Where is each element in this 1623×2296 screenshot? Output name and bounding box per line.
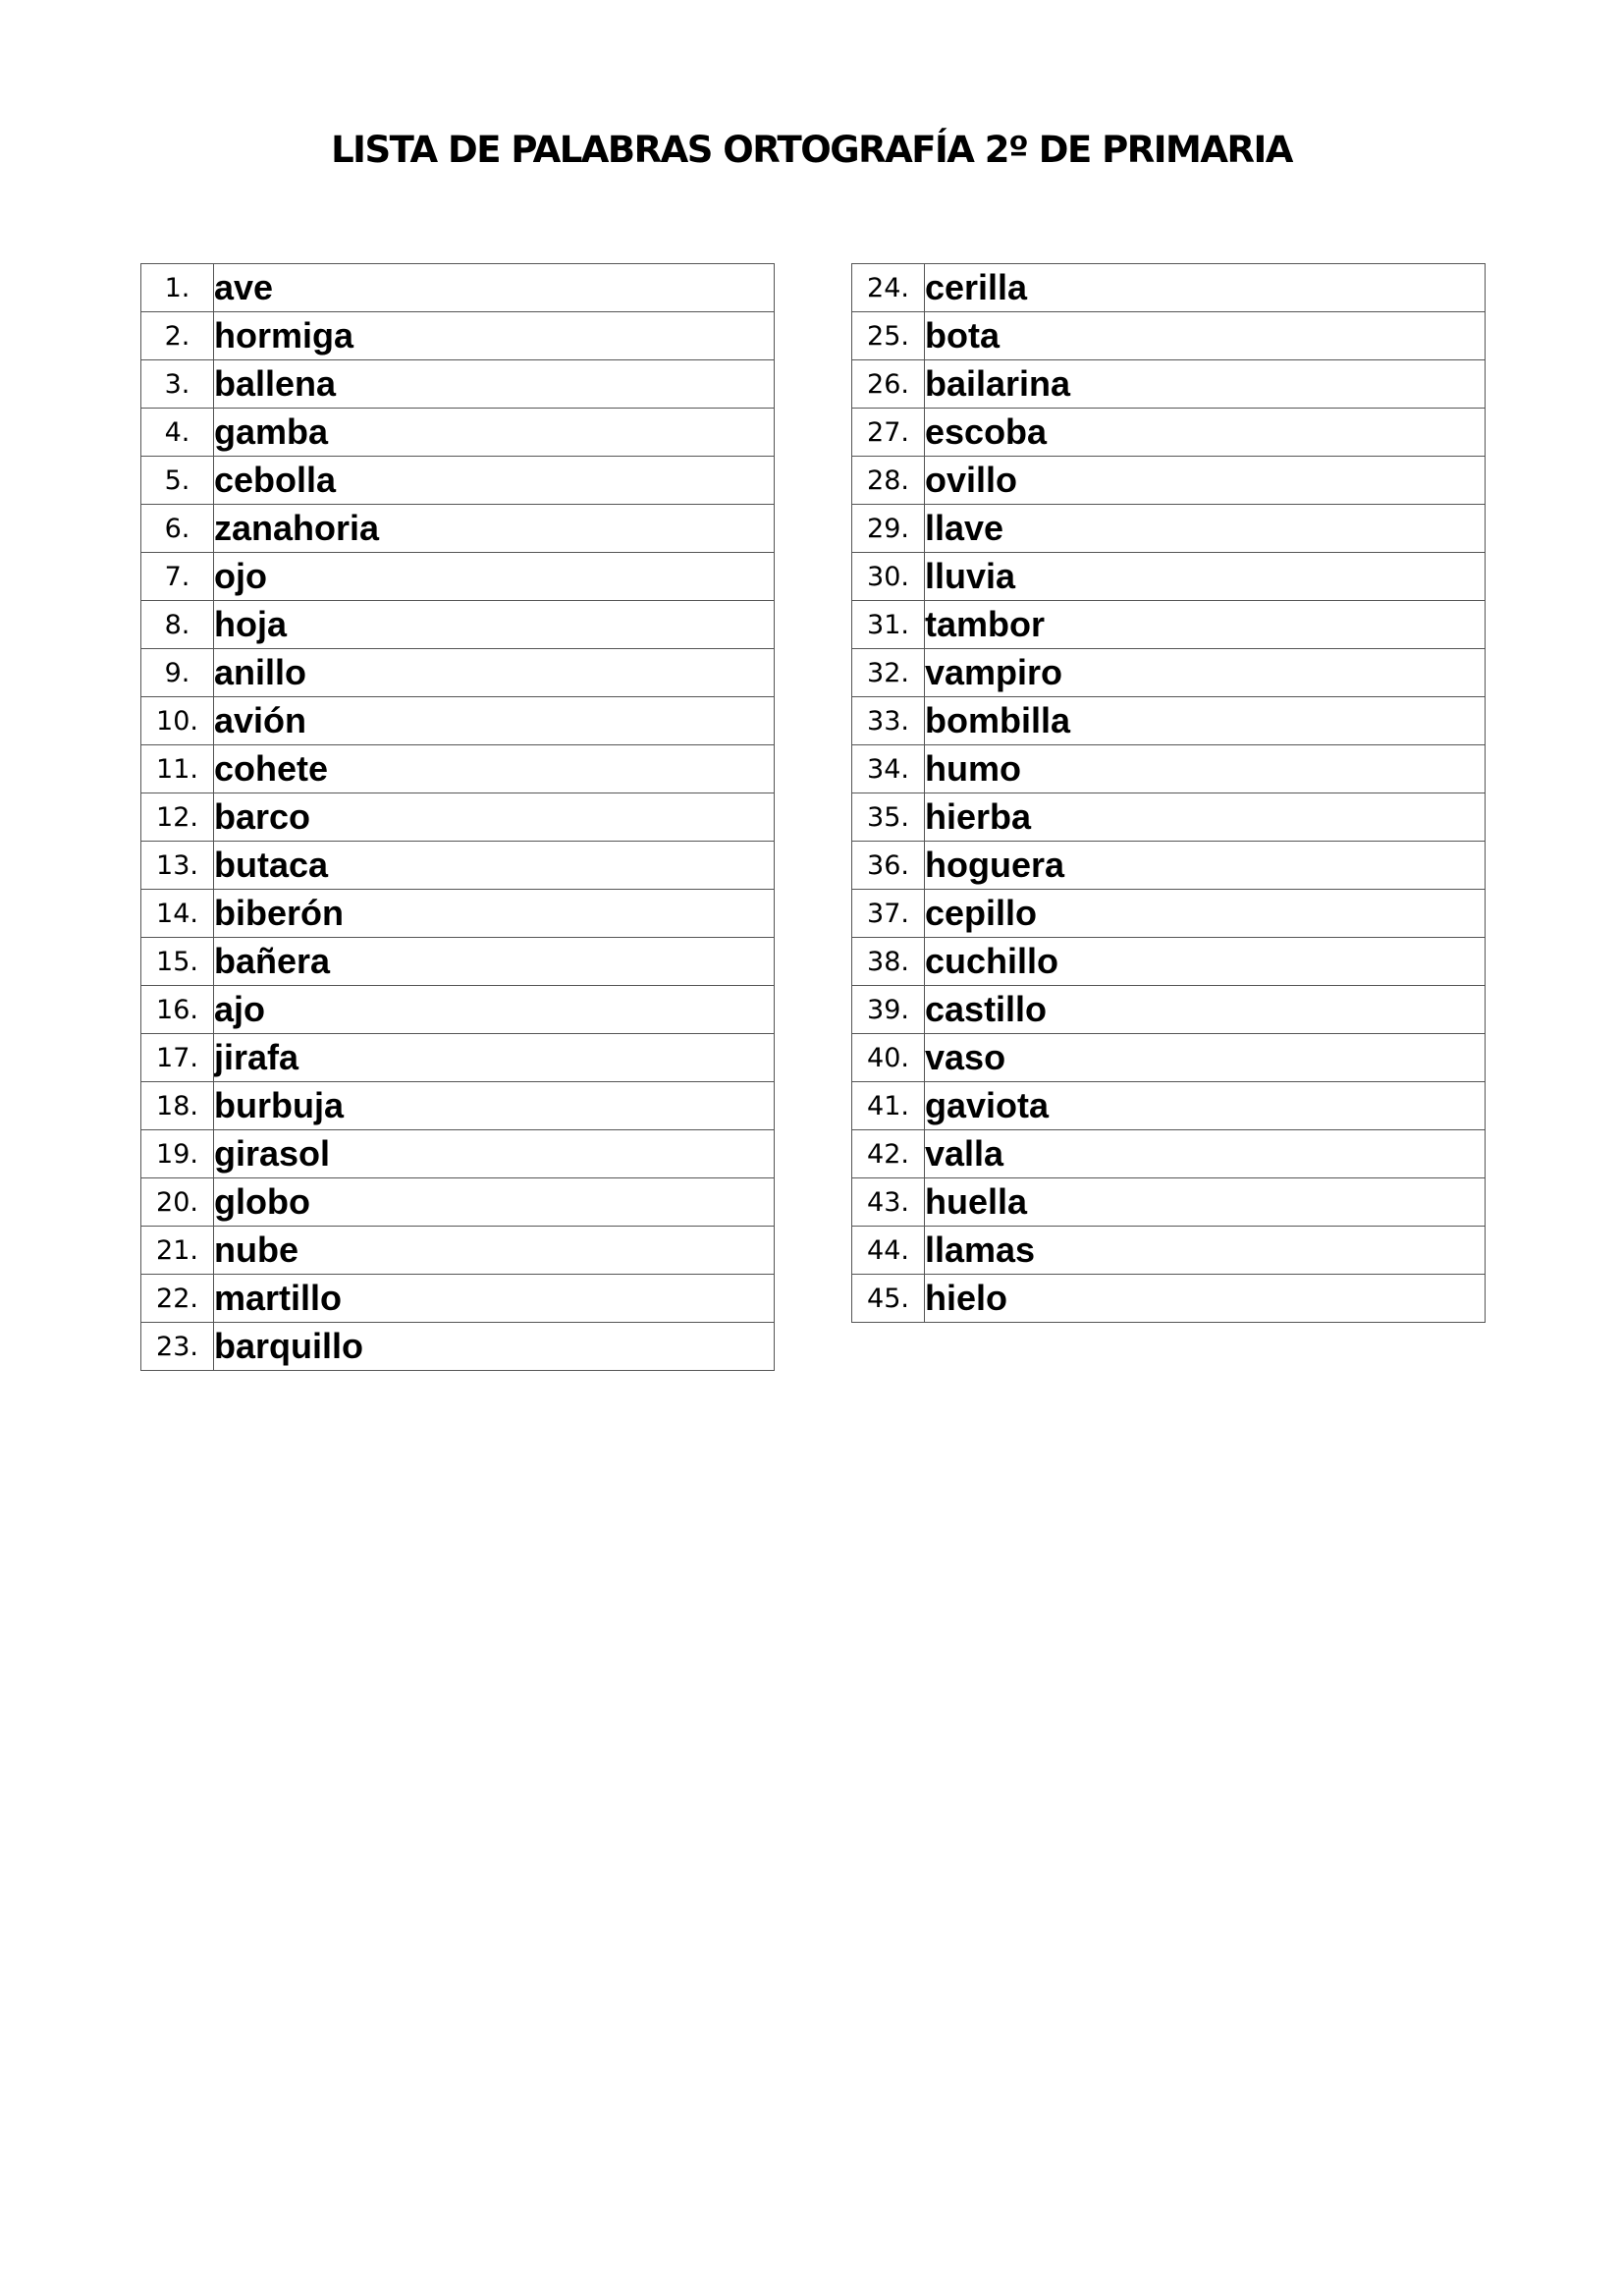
row-word: ballena bbox=[214, 360, 775, 409]
row-word: bailarina bbox=[925, 360, 1486, 409]
table-row bbox=[141, 1275, 775, 1323]
row-word: gamba bbox=[214, 409, 775, 457]
row-word: burbuja bbox=[214, 1082, 775, 1130]
row-number: 16. bbox=[141, 986, 214, 1034]
row-number: 3. bbox=[141, 360, 214, 409]
row-word: jirafa bbox=[214, 1034, 775, 1082]
row-word: martillo bbox=[214, 1275, 775, 1323]
row-number: 31. bbox=[852, 601, 925, 649]
row-number: 24. bbox=[852, 264, 925, 312]
row-word: hoja bbox=[214, 601, 775, 649]
table-row bbox=[141, 457, 775, 505]
row-word: castillo bbox=[925, 986, 1486, 1034]
page-title: LISTA DE PALABRAS ORTOGRAFÍA 2º DE PRIMARIA bbox=[331, 129, 1292, 171]
table-row bbox=[852, 409, 1486, 457]
row-number: 19. bbox=[141, 1130, 214, 1178]
row-number: 35. bbox=[852, 793, 925, 842]
row-number: 39. bbox=[852, 986, 925, 1034]
table-row bbox=[141, 505, 775, 553]
row-number: 8. bbox=[141, 601, 214, 649]
row-number: 9. bbox=[141, 649, 214, 697]
row-number: 32. bbox=[852, 649, 925, 697]
row-number: 29. bbox=[852, 505, 925, 553]
word-table-right-body bbox=[852, 264, 1486, 1323]
word-table-left-body bbox=[141, 264, 775, 1371]
table-row bbox=[141, 1178, 775, 1227]
row-number: 42. bbox=[852, 1130, 925, 1178]
table-row bbox=[852, 1275, 1486, 1323]
row-word: globo bbox=[214, 1178, 775, 1227]
table-row bbox=[852, 842, 1486, 890]
row-word: vaso bbox=[925, 1034, 1486, 1082]
row-word: biberón bbox=[214, 890, 775, 938]
table-row bbox=[852, 601, 1486, 649]
table-row bbox=[852, 649, 1486, 697]
table-row bbox=[141, 938, 775, 986]
row-word: ajo bbox=[214, 986, 775, 1034]
row-number: 15. bbox=[141, 938, 214, 986]
row-number: 33. bbox=[852, 697, 925, 745]
table-row bbox=[852, 938, 1486, 986]
table-row bbox=[852, 986, 1486, 1034]
row-number: 26. bbox=[852, 360, 925, 409]
row-number: 27. bbox=[852, 409, 925, 457]
row-number: 43. bbox=[852, 1178, 925, 1227]
row-word: cebolla bbox=[214, 457, 775, 505]
row-number: 14. bbox=[141, 890, 214, 938]
row-word: huella bbox=[925, 1178, 1486, 1227]
row-word: gaviota bbox=[925, 1082, 1486, 1130]
row-word: avión bbox=[214, 697, 775, 745]
table-row bbox=[141, 553, 775, 601]
table-row bbox=[141, 360, 775, 409]
row-word: cohete bbox=[214, 745, 775, 793]
table-row bbox=[141, 890, 775, 938]
row-number: 11. bbox=[141, 745, 214, 793]
row-word: ave bbox=[214, 264, 775, 312]
row-word: nube bbox=[214, 1227, 775, 1275]
row-number: 38. bbox=[852, 938, 925, 986]
table-row bbox=[852, 697, 1486, 745]
table-row bbox=[852, 264, 1486, 312]
table-row bbox=[852, 1227, 1486, 1275]
table-row bbox=[141, 697, 775, 745]
row-word: zanahoria bbox=[214, 505, 775, 553]
table-row bbox=[141, 409, 775, 457]
table-row bbox=[141, 1130, 775, 1178]
table-row bbox=[141, 649, 775, 697]
row-word: lluvia bbox=[925, 553, 1486, 601]
table-row bbox=[852, 1034, 1486, 1082]
row-number: 22. bbox=[141, 1275, 214, 1323]
row-word: cepillo bbox=[925, 890, 1486, 938]
row-word: hormiga bbox=[214, 312, 775, 360]
row-number: 6. bbox=[141, 505, 214, 553]
row-word: barquillo bbox=[214, 1323, 775, 1371]
row-number: 34. bbox=[852, 745, 925, 793]
row-word: valla bbox=[925, 1130, 1486, 1178]
table-row bbox=[852, 1178, 1486, 1227]
row-number: 23. bbox=[141, 1323, 214, 1371]
table-row bbox=[141, 793, 775, 842]
row-number: 28. bbox=[852, 457, 925, 505]
row-number: 12. bbox=[141, 793, 214, 842]
row-number: 7. bbox=[141, 553, 214, 601]
row-word: humo bbox=[925, 745, 1486, 793]
row-word: cerilla bbox=[925, 264, 1486, 312]
row-word: bota bbox=[925, 312, 1486, 360]
row-number: 1. bbox=[141, 264, 214, 312]
row-word: bañera bbox=[214, 938, 775, 986]
row-word: escoba bbox=[925, 409, 1486, 457]
row-number: 2. bbox=[141, 312, 214, 360]
table-row bbox=[141, 264, 775, 312]
table-row bbox=[141, 1227, 775, 1275]
table-row bbox=[852, 793, 1486, 842]
row-number: 18. bbox=[141, 1082, 214, 1130]
table-row bbox=[141, 1323, 775, 1371]
row-number: 10. bbox=[141, 697, 214, 745]
table-row bbox=[141, 601, 775, 649]
row-number: 44. bbox=[852, 1227, 925, 1275]
table-row bbox=[141, 745, 775, 793]
row-word: barco bbox=[214, 793, 775, 842]
row-word: anillo bbox=[214, 649, 775, 697]
row-number: 37. bbox=[852, 890, 925, 938]
row-word: hoguera bbox=[925, 842, 1486, 890]
table-row bbox=[852, 312, 1486, 360]
row-number: 41. bbox=[852, 1082, 925, 1130]
row-number: 45. bbox=[852, 1275, 925, 1323]
row-word: tambor bbox=[925, 601, 1486, 649]
table-row bbox=[852, 1082, 1486, 1130]
table-row bbox=[852, 1130, 1486, 1178]
row-number: 5. bbox=[141, 457, 214, 505]
row-number: 17. bbox=[141, 1034, 214, 1082]
row-word: girasol bbox=[214, 1130, 775, 1178]
table-row bbox=[852, 505, 1486, 553]
table-row bbox=[141, 986, 775, 1034]
row-word: cuchillo bbox=[925, 938, 1486, 986]
word-table-left bbox=[140, 263, 775, 1371]
row-number: 25. bbox=[852, 312, 925, 360]
row-word: llave bbox=[925, 505, 1486, 553]
row-word: vampiro bbox=[925, 649, 1486, 697]
row-number: 30. bbox=[852, 553, 925, 601]
row-word: butaca bbox=[214, 842, 775, 890]
row-number: 36. bbox=[852, 842, 925, 890]
row-number: 13. bbox=[141, 842, 214, 890]
row-number: 40. bbox=[852, 1034, 925, 1082]
table-row bbox=[141, 1034, 775, 1082]
row-number: 4. bbox=[141, 409, 214, 457]
table-row bbox=[852, 745, 1486, 793]
row-number: 21. bbox=[141, 1227, 214, 1275]
table-row bbox=[141, 312, 775, 360]
table-row bbox=[141, 842, 775, 890]
row-word: ovillo bbox=[925, 457, 1486, 505]
table-row bbox=[852, 553, 1486, 601]
row-word: hierba bbox=[925, 793, 1486, 842]
table-row bbox=[852, 457, 1486, 505]
row-word: bombilla bbox=[925, 697, 1486, 745]
row-word: llamas bbox=[925, 1227, 1486, 1275]
table-row bbox=[852, 360, 1486, 409]
table-row bbox=[141, 1082, 775, 1130]
row-word: ojo bbox=[214, 553, 775, 601]
table-row bbox=[852, 890, 1486, 938]
row-number: 20. bbox=[141, 1178, 214, 1227]
word-table-right bbox=[851, 263, 1486, 1323]
row-word: hielo bbox=[925, 1275, 1486, 1323]
